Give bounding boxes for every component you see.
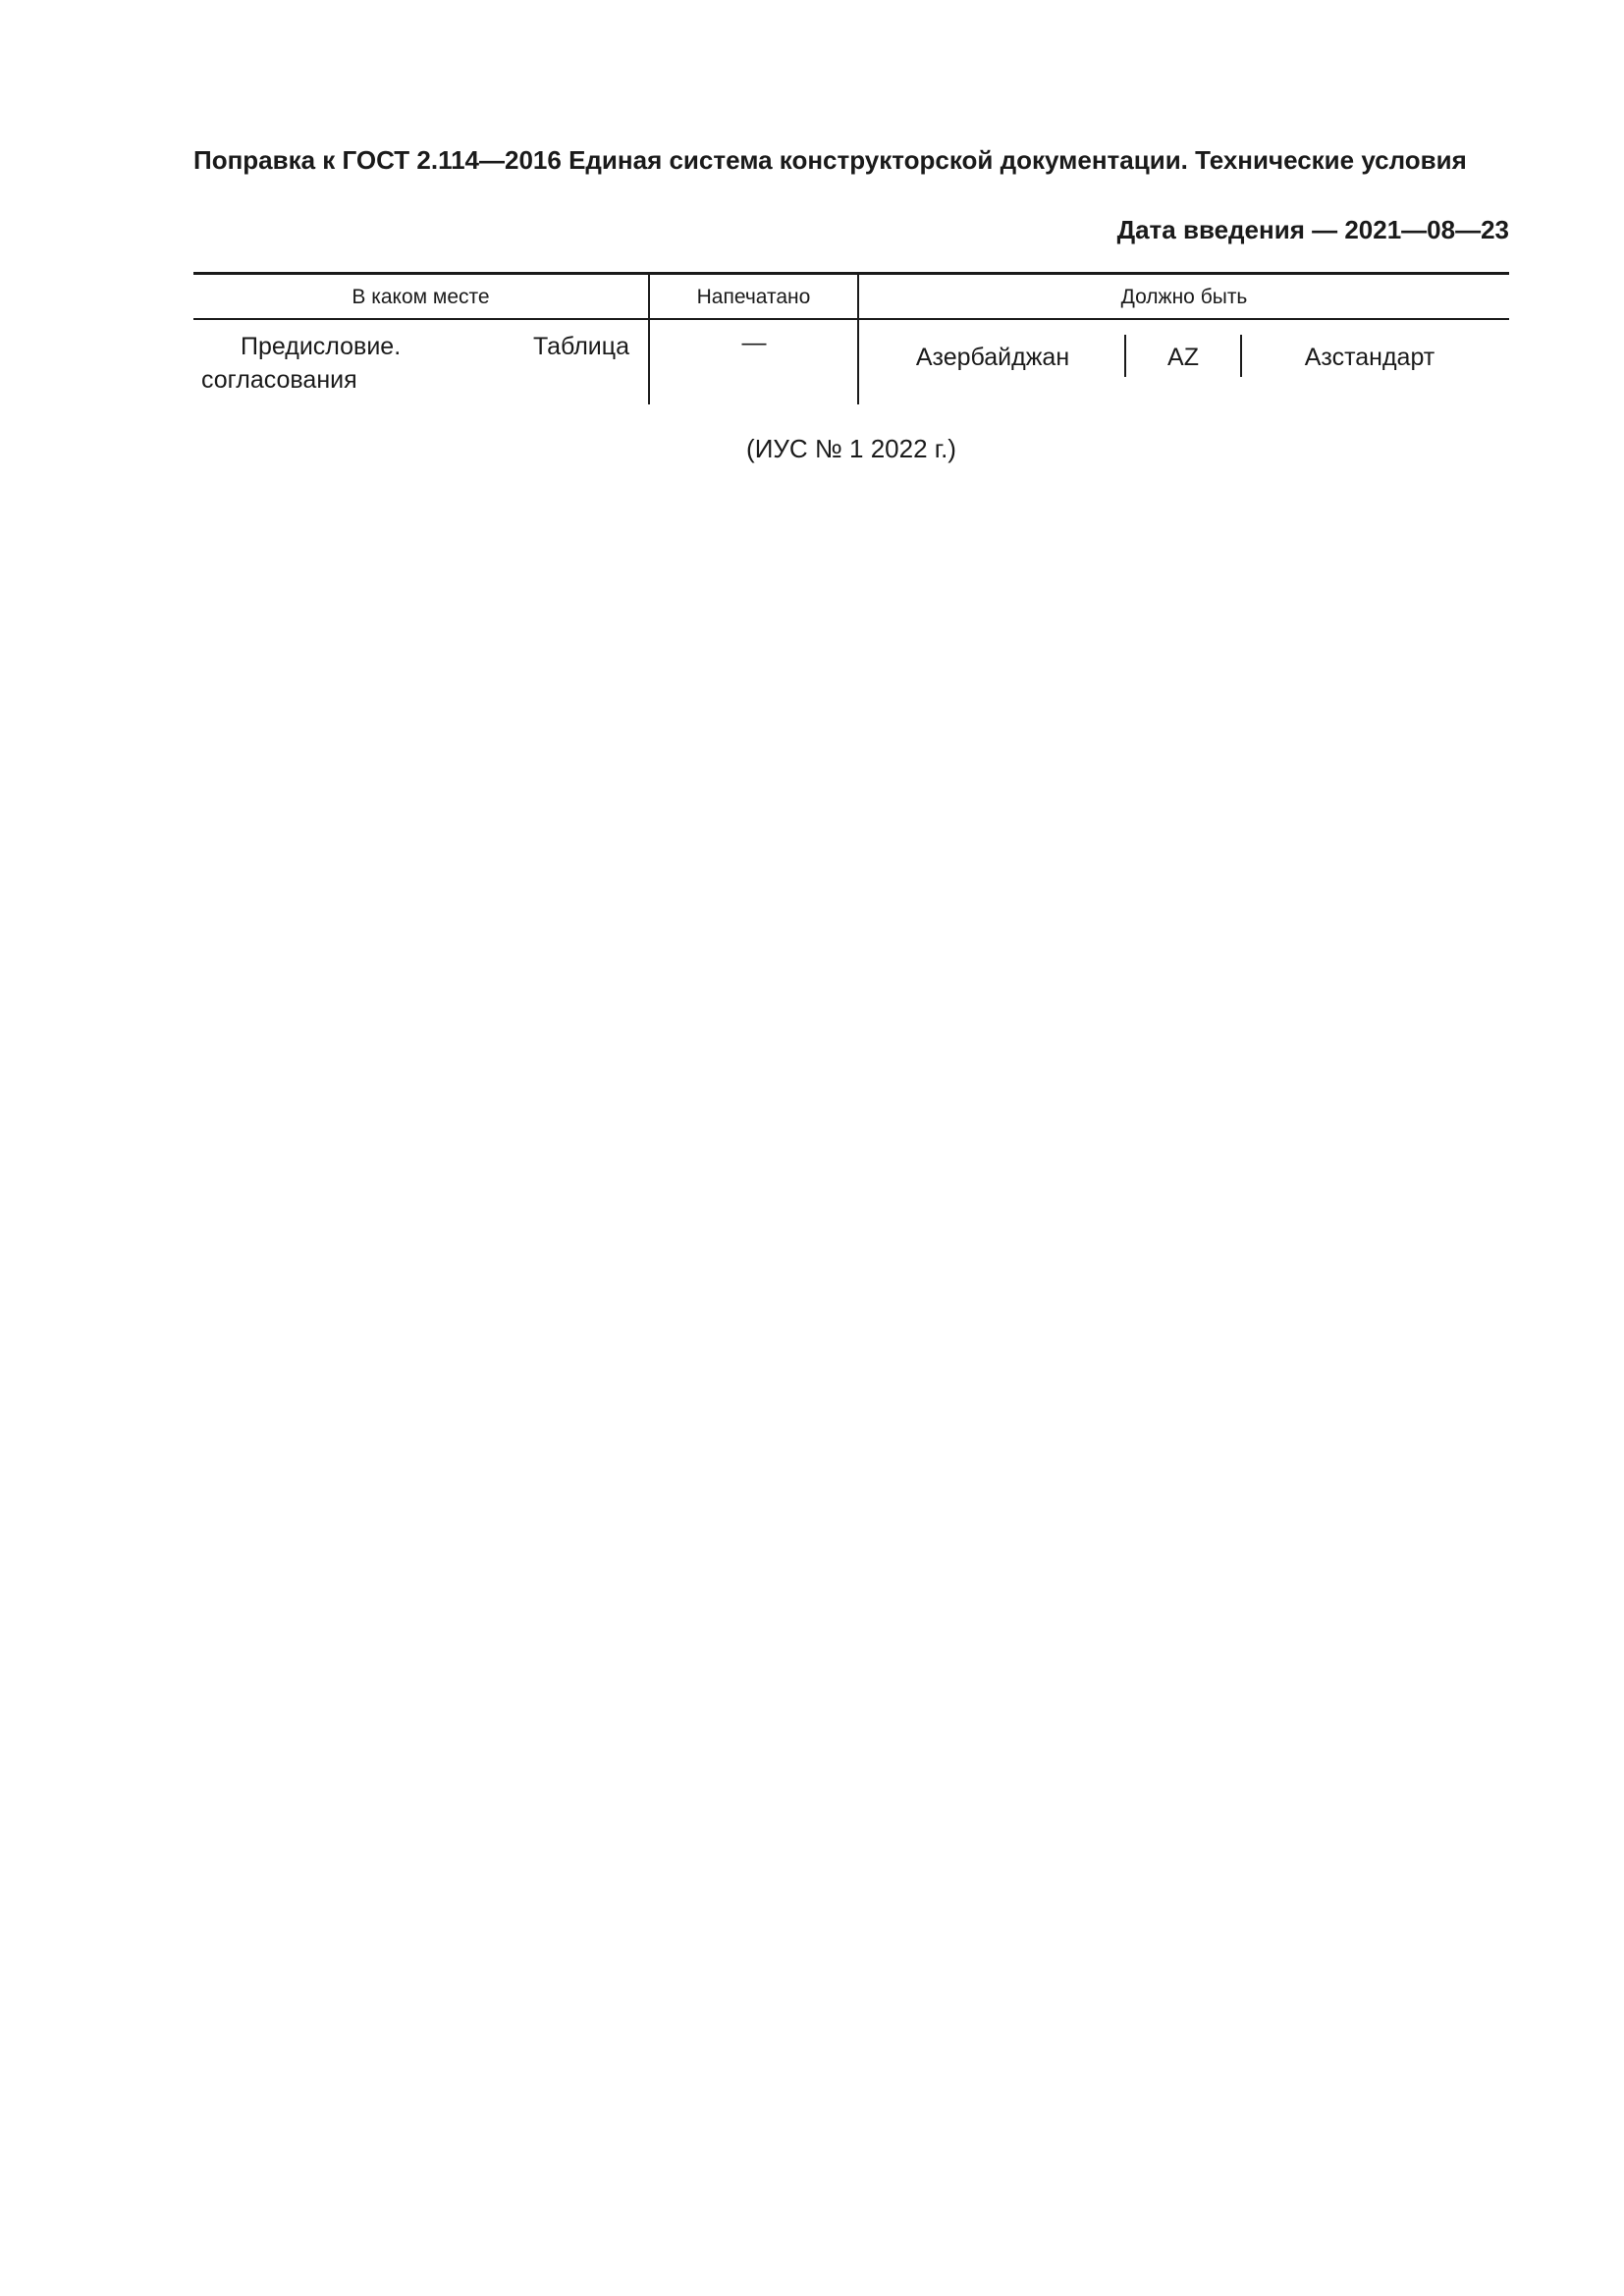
amendment-title: Поправка к ГОСТ 2.114—2016 Единая система конструкторской документации. Технические условия <box>193 145 1467 175</box>
table-top-rule <box>193 272 1509 275</box>
header-printed: Напечатано <box>696 286 811 308</box>
header-should-be: Должно быть <box>1120 286 1248 308</box>
table-header-rule <box>193 318 1509 320</box>
should-be-agency: Азстандарт <box>1304 344 1435 371</box>
amendment-table <box>193 272 1509 404</box>
header-location: В каком месте <box>352 286 490 308</box>
table-row-printed: — <box>741 329 767 356</box>
should-be-country: Азербайджан <box>915 344 1070 371</box>
should-be-code: AZ <box>1167 344 1199 371</box>
table-row-location: Предисловие. Таблица согласования <box>201 333 629 394</box>
introduction-date: Дата введения — 2021—08—23 <box>1116 215 1509 244</box>
ius-reference: (ИУС № 1 2022 г.) <box>746 434 956 463</box>
